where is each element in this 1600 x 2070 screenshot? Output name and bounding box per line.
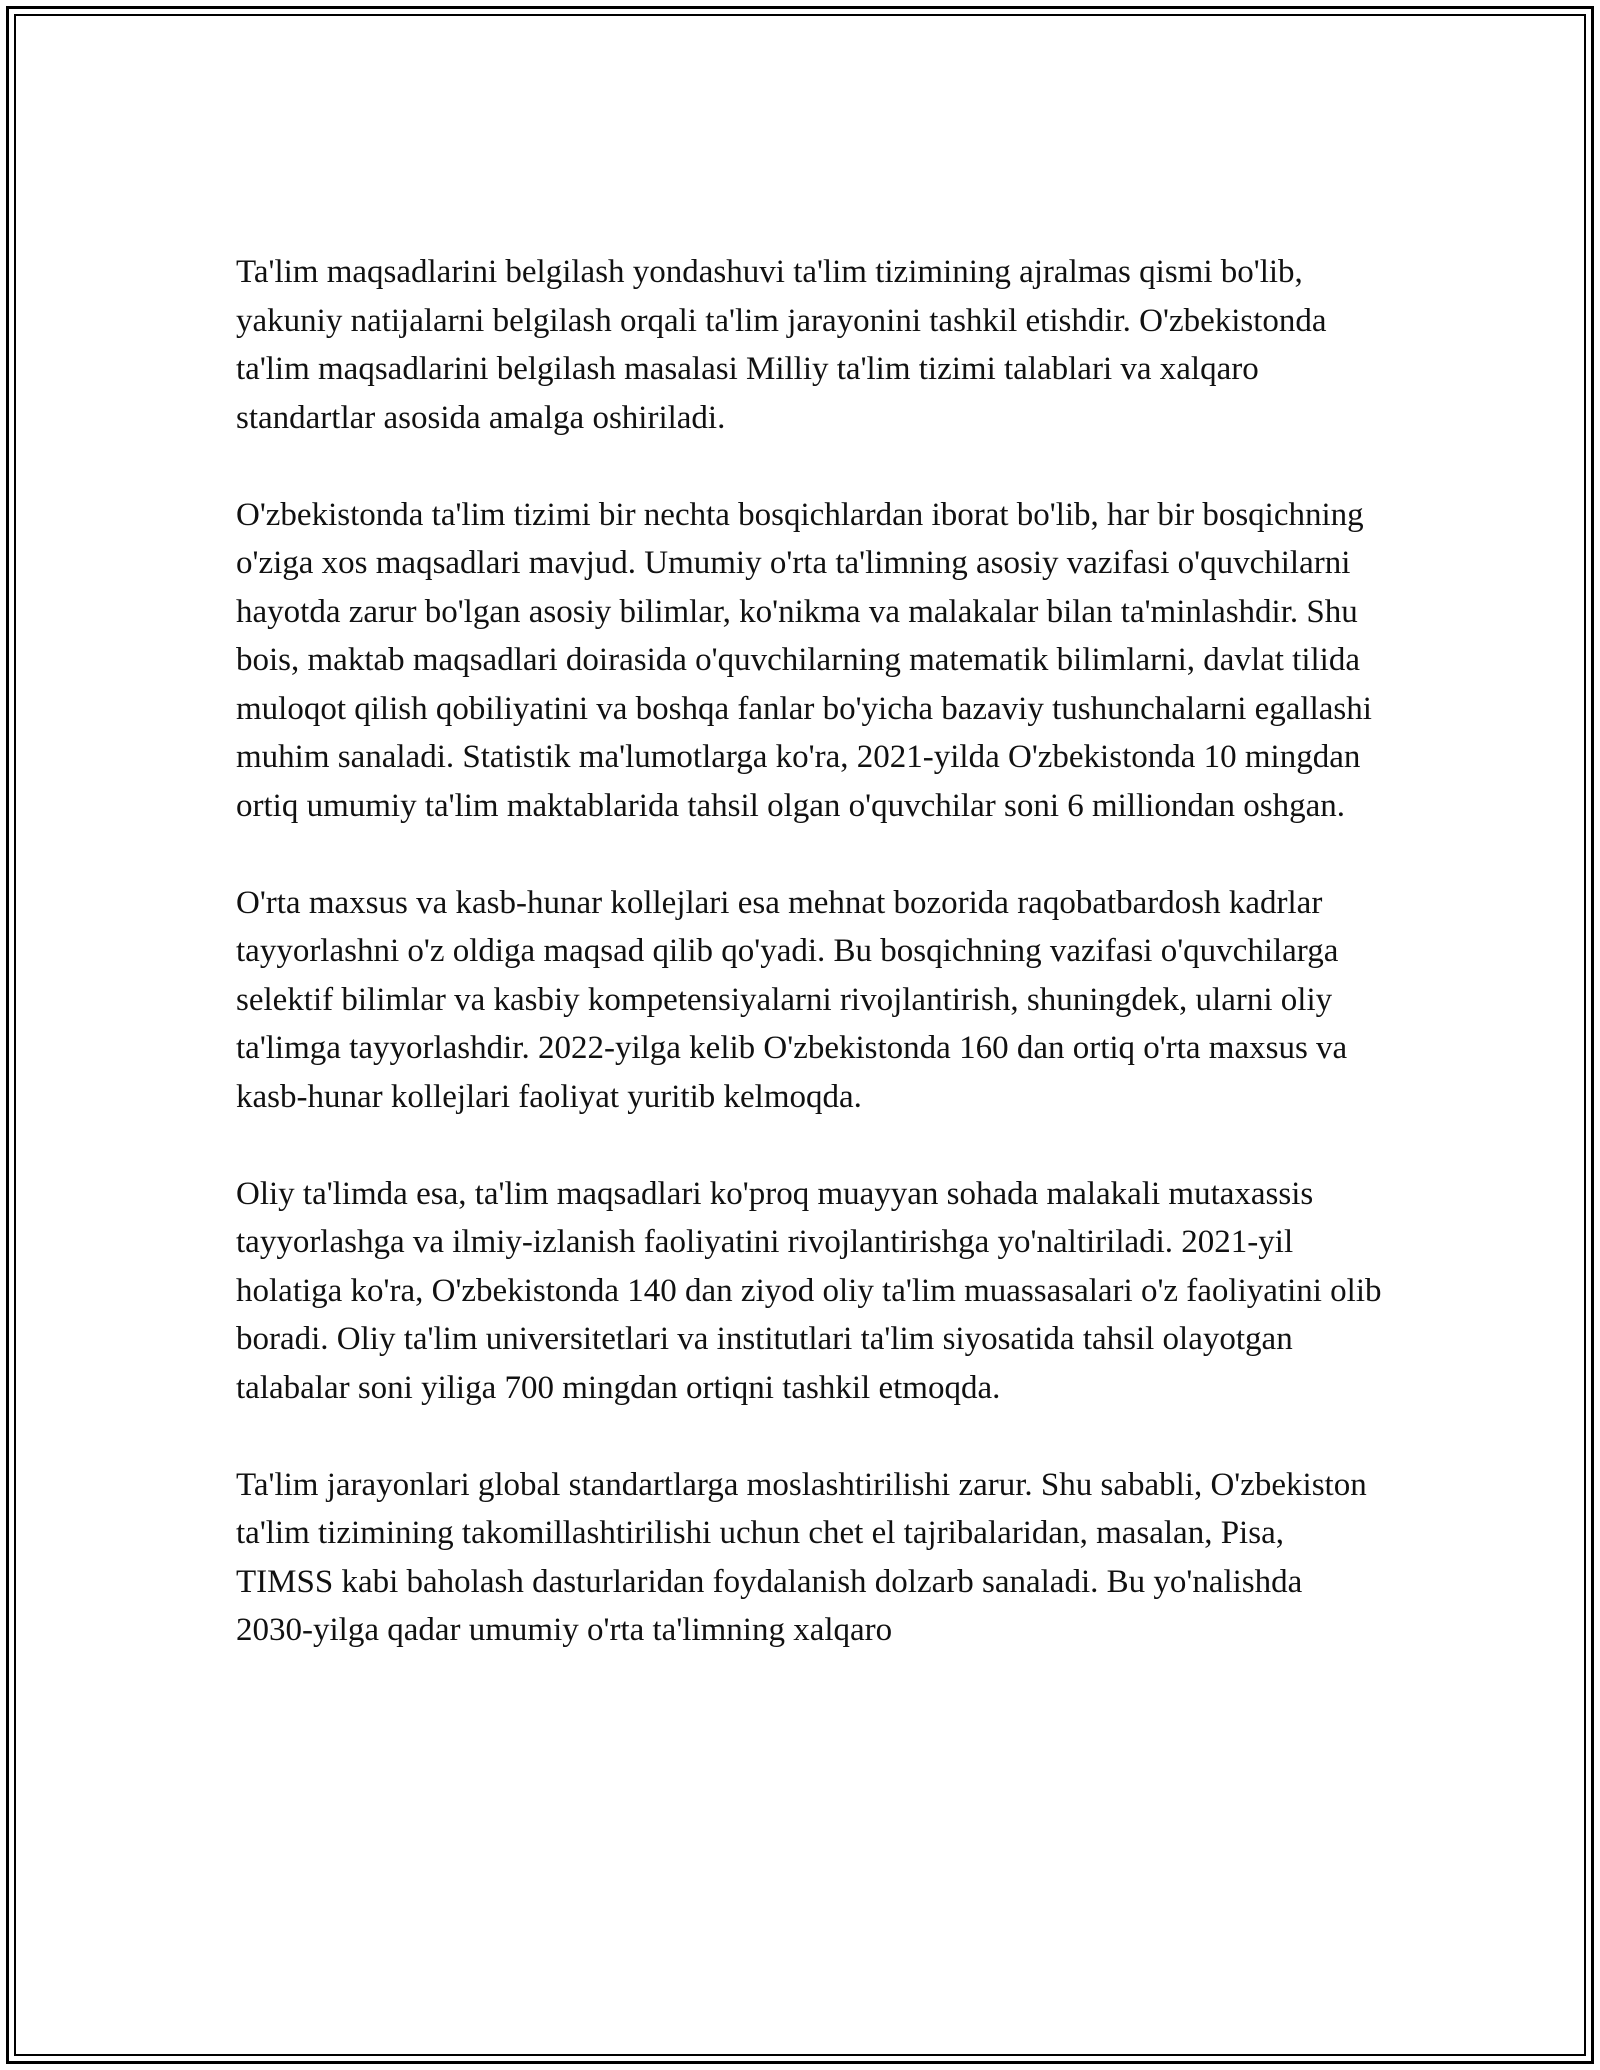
- paragraph-5: Ta'lim jarayonlari global standartlarga moslashtirilishi zarur. Shu sababli, O'zbekiston ta'lim tizimining takomillashtirilishi uchun chet el tajribalaridan, masalan, Pisa, TIMSS kabi baholash dasturlaridan foydalanish dolzarb sanaladi. Bu yo'nalishda 2030-yilga qadar umumiy o'rta ta'limning xalqaro: [236, 1466, 1367, 1648]
- paragraph-1: Ta'lim maqsadlarini belgilash yondashuvi ta'lim tizimining ajralmas qismi bo'lib, yakuniy natijalarni belgilash orqali ta'lim jarayonini tashkil etishdir. O'zbekistonda ta'lim maqsadlarini belgilash masalasi Milliy ta'lim tizimi talablari va xalqaro standartlar asosida amalga oshiriladi.: [236, 254, 1327, 436]
- paragraph-3: O'rta maxsus va kasb-hunar kollejlari esa mehnat bozorida raqobatbardosh kadrlar tayyorlashni o'z oldiga maqsad qilib qo'yadi. Bu bosqichning vazifasi o'quvchilarga selektif bilimlar va kasbiy kompetensiyalarni rivojlantirish, shuningdek, ularni oliy ta'limga tayyorlashdir. 2022-yilga kelib O'zbekistonda 160 dan ortiq o'rta maxsus va kasb-hunar kollejlari faoliyat yuritib kelmoqda.: [236, 884, 1348, 1115]
- paragraph-4: Oliy ta'limda esa, ta'lim maqsadlari ko'proq muayyan sohada malakali mutaxassis tayyorlashga va ilmiy-izlanish faoliyatini rivojlantirishga yo'naltiriladi. 2021-yil holatiga ko'ra, O'zbekistonda 140 dan ziyod oliy ta'lim muassasalari o'z faoliyatini olib boradi. Oliy ta'lim universitetlari va institutlari ta'lim siyosatida tahsil olayotgan talabalar soni yiliga 700 mingdan ortiqni tashkil etmoqda.: [236, 1175, 1382, 1406]
- paragraph-2: O'zbekistonda ta'lim tizimi bir nechta bosqichlardan iborat bo'lib, har bir bosqichning o'ziga xos maqsadlari mavjud. Umumiy o'rta ta'limning asosiy vazifasi o'quvchilarni hayotda zarur bo'lgan asosiy bilimlar, ko'nikma va malakalar bilan ta'minlashdir. Shu bois, maktab maqsadlari doirasida o'quvchilarning matematik bilimlarni, davlat tilida muloqot qilish qobiliyatini va boshqa fanlar bo'yicha bazaviy tushunchalarni egallashi muhim sanaladi. Statistik ma'lumotlarga ko'ra, 2021-yilda O'zbekistonda 10 mingdan ortiq umumiy ta'lim maktablarida tahsil olgan o'quvchilar soni 6 milliondan oshgan.: [236, 496, 1372, 824]
- document-body: [236, 248, 1386, 1655]
